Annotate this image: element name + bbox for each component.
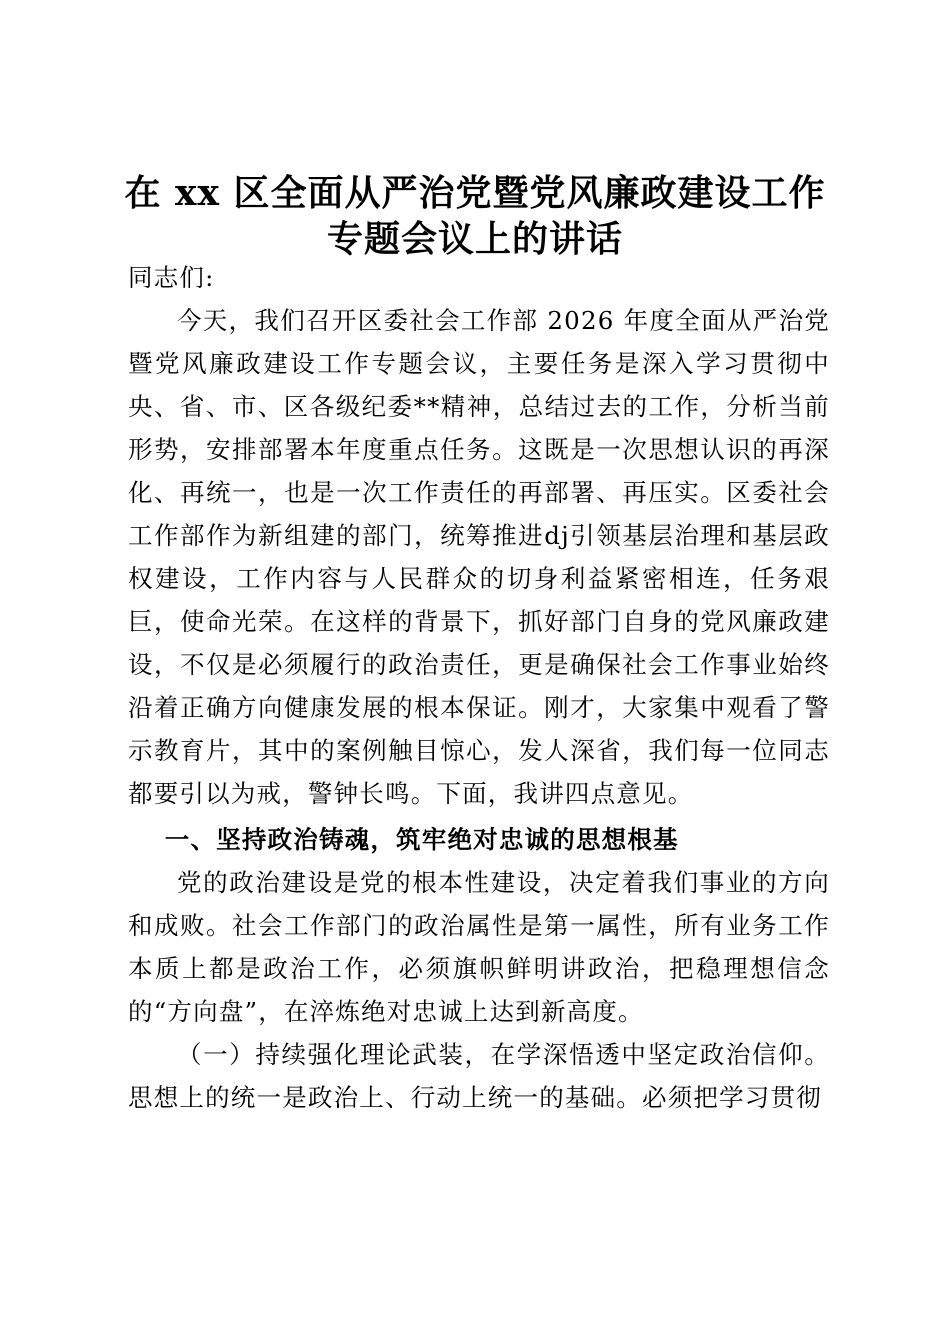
document-title: 在 xx 区全面从严治党暨党风廉政建设工作专题会议上的讲话 <box>124 172 826 260</box>
subsection-paragraph: （一）持续强化理论武装，在学深悟透中坚定政治信仰。思想上的统一是政治上、行动上统一的基础。必须把学习贯彻 <box>128 1040 830 1112</box>
section-paragraph: 党的政治建设是党的根本性建设，决定着我们事业的方向和成败。社会工作部门的政治属性是第一属性，所有业务工作本质上都是政治工作，必须旗帜鲜明讲政治，把稳理想信念的“方向盘”，在淬炼绝对忠诚上达到新高度。 <box>128 868 830 1026</box>
section-heading: 一、坚持政治铸魂，筑牢绝对忠诚的思想根基 <box>164 825 679 854</box>
salutation: 同志们: <box>128 263 215 292</box>
document-body <box>128 256 830 1119</box>
opening-paragraph: 今天，我们召开区委社会工作部 2026 年度全面从严治党暨党风廉政建设工作专题会议，主要任务是深入学习贯彻中央、省、市、区各级纪委**精神，总结过去的工作，分析当前形势，安排部署本年度重点任务。这既是一次思想认识的再深化、再统一，也是一次工作责任的再部署、再压实。区委社会工作部作为新组建的部门，统筹推进dj引领基层治理和基层政权建设，工作内容与人民群众的切身利益紧密相连，任务艰巨，使命光荣。在这样的背景下，抓好部门自身的党风廉政建设，不仅是必须履行的政治责任，更是确保社会工作事业始终沿着正确方向健康发展的根本保证。刚才，大家集中观看了警示教育片，其中的案例触目惊心，发人深省，我们每一位同志都要引以为戒，警钟长鸣。下面，我讲四点意见。 <box>128 306 830 808</box>
